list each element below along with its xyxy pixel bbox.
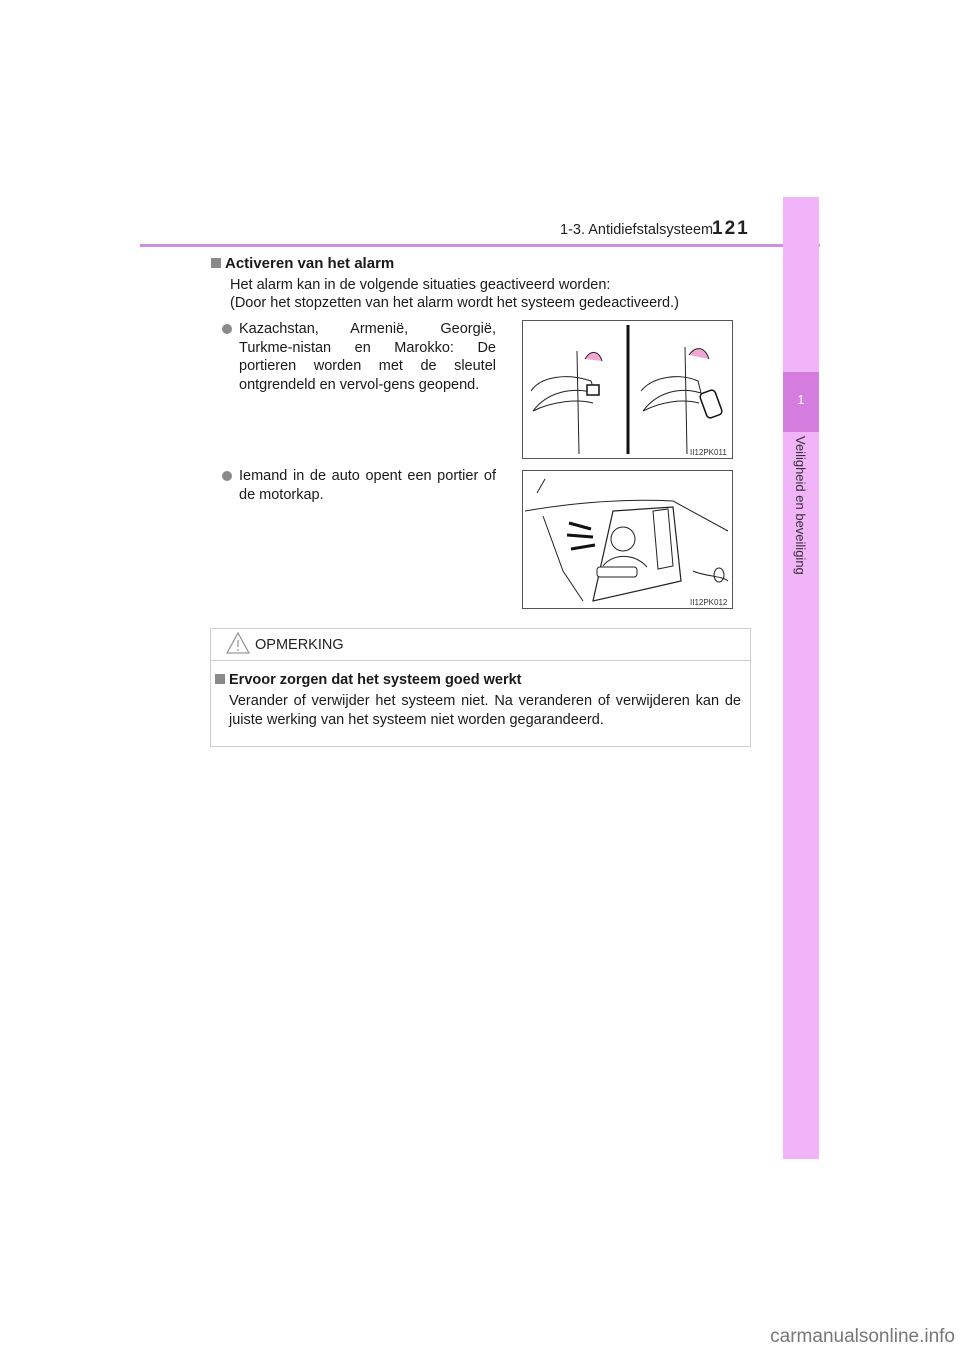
square-bullet-icon [211,258,221,268]
intro-line: Het alarm kan in de volgende situaties geactiveerd worden: [230,277,611,293]
notice-box [210,628,751,747]
intro-line: (Door het stopzetten van het alarm wordt het systeem gedeactiveerd.) [230,295,679,311]
list-item-text: Iemand in de auto opent een portier of de motorkap. [239,468,496,503]
section-heading [211,255,394,272]
door-opening-illustration [523,471,732,608]
section-heading-text: Activeren van het alarm [225,255,395,272]
notice-subheading-text: Ervoor zorgen dat het systeem goed werkt [229,672,522,688]
notice-subheading [215,672,522,688]
notice-title: OPMERKING [255,637,344,653]
figure-door-open [522,470,733,609]
figure-key-unlock [522,320,733,459]
warning-icon [225,631,251,655]
figure-code: II12PK012 [690,598,728,607]
list-item [222,320,496,394]
chapter-side-tab [783,197,819,1159]
chapter-number: 1 [797,392,805,407]
round-bullet-icon [222,324,232,334]
page-number: 121 [712,218,750,239]
notice-header [211,629,750,661]
round-bullet-icon [222,471,232,481]
list-item [222,467,496,504]
notice-body: Verander of verwijder het systeem niet. Na veranderen of verwijderen kan de juiste werking van het systeem niet worden gegarandeerd. [229,693,741,728]
list-item-text: Kazachstan, Armenië, Georgië, Turkme-nistan en Marokko: De portieren worden met de sleutel ontgrendeld en vervol-gens geopend. [239,321,496,393]
chapter-title: Veiligheid en beveiliging [793,436,808,575]
section-intro [230,276,760,312]
watermark: carmanualsonline.info [770,1326,955,1347]
square-bullet-icon [215,674,225,684]
section-title: 1-3. Antidiefstalsysteem [560,222,714,238]
door-handle-key-illustration [523,321,732,458]
header-rule [140,244,820,247]
figure-code: II12PK011 [690,448,727,457]
